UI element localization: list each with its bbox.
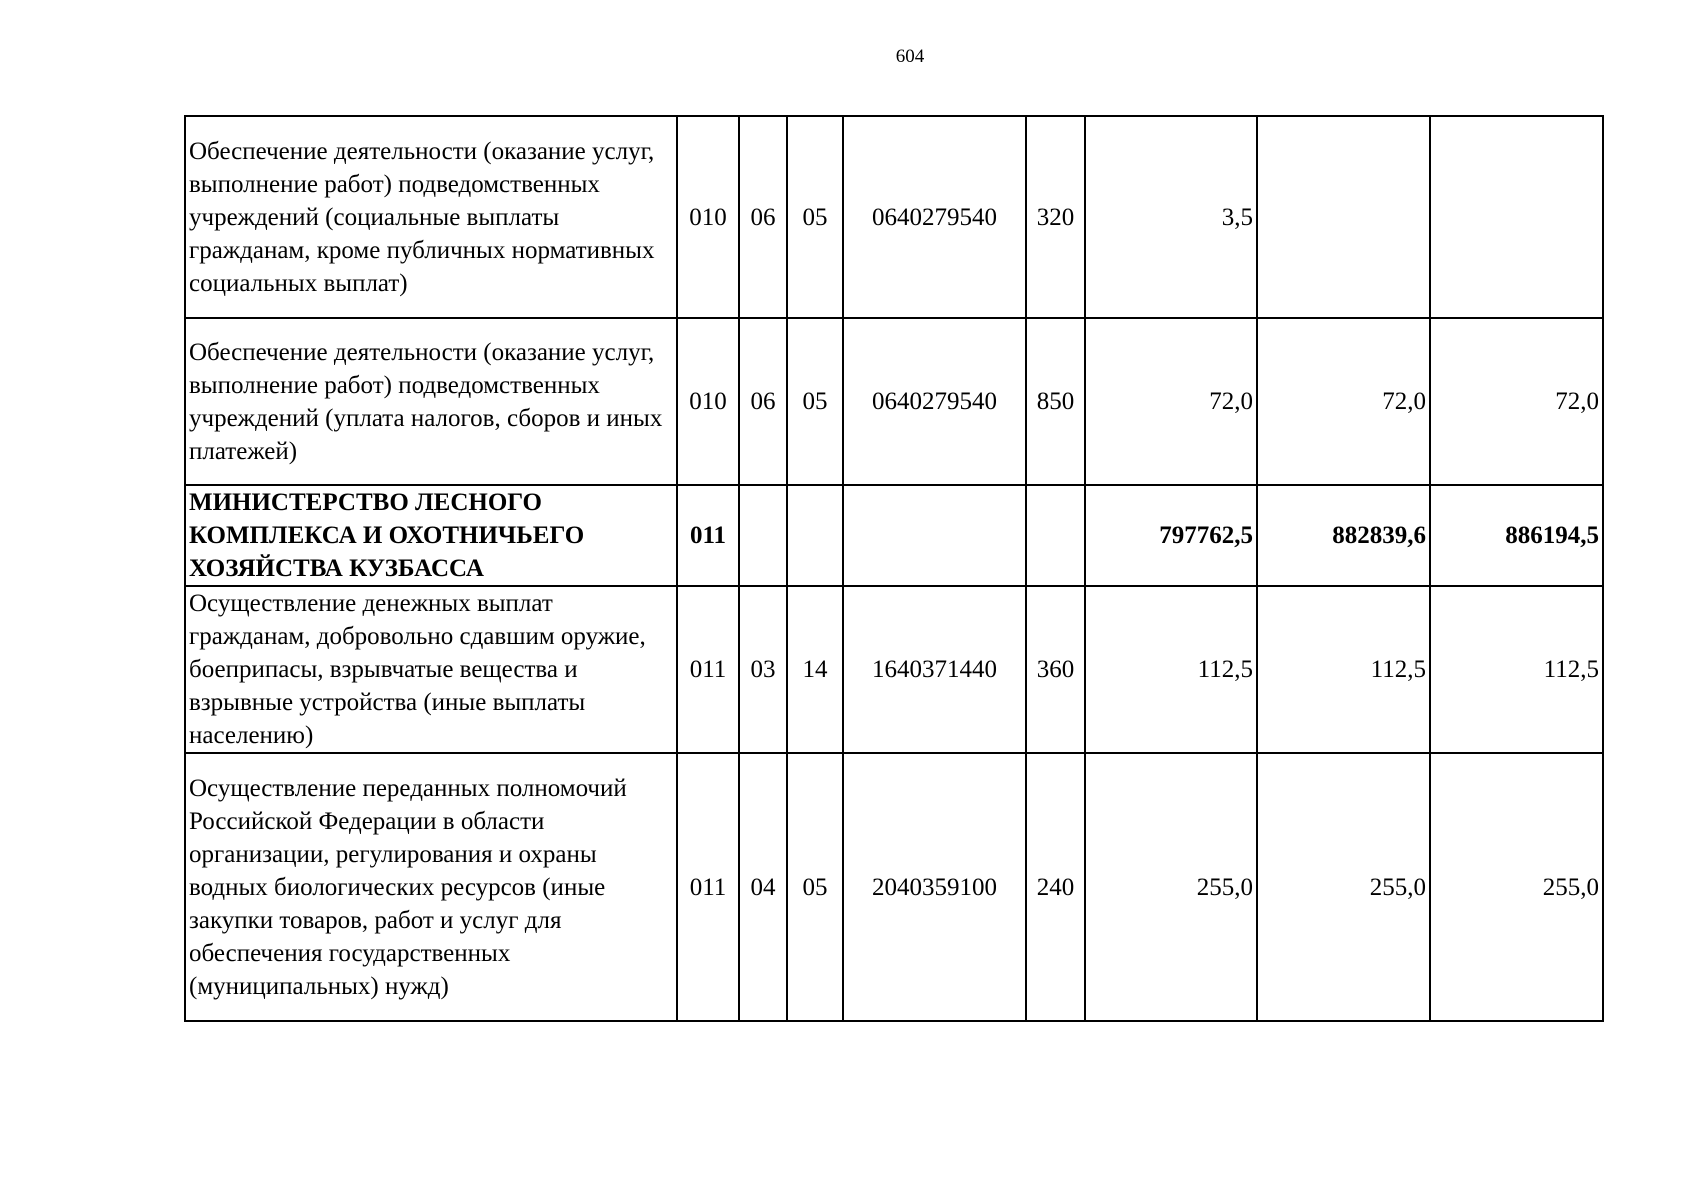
amount-year-3: 72,0 bbox=[1430, 318, 1603, 485]
table-row bbox=[185, 586, 1603, 753]
table-row bbox=[185, 116, 1603, 318]
table-row bbox=[185, 318, 1603, 485]
amount-year-1: 72,0 bbox=[1085, 318, 1257, 485]
section-code: 04 bbox=[739, 753, 787, 1021]
expense-type-code: 240 bbox=[1026, 753, 1085, 1021]
target-article-code bbox=[843, 485, 1026, 586]
ministry-code: 011 bbox=[677, 485, 739, 586]
expense-type-code: 850 bbox=[1026, 318, 1085, 485]
subsection-code: 05 bbox=[787, 753, 843, 1021]
ministry-code: 010 bbox=[677, 116, 739, 318]
subsection-code: 05 bbox=[787, 116, 843, 318]
row-description: МИНИСТЕРСТВО ЛЕСНОГО КОМПЛЕКСА И ОХОТНИЧЬЕГО ХОЗЯЙСТВА КУЗБАССА bbox=[185, 485, 677, 586]
amount-year-1: 112,5 bbox=[1085, 586, 1257, 753]
table-row bbox=[185, 485, 1603, 586]
amount-year-2: 255,0 bbox=[1257, 753, 1430, 1021]
amount-year-1: 255,0 bbox=[1085, 753, 1257, 1021]
section-code bbox=[739, 485, 787, 586]
amount-year-2: 882839,6 bbox=[1257, 485, 1430, 586]
row-description: Осуществление переданных полномочий Российской Федерации в области организации, регулирования и охраны водных биологических ресурсов (иные закупки товаров, работ и услуг для обеспечения государственных (муниципальных) нужд) bbox=[185, 753, 677, 1021]
page-number: 604 bbox=[895, 46, 925, 67]
row-description: Осуществление денежных выплат гражданам, добровольно сдавшим оружие, боеприпасы, взрывчатые вещества и взрывные устройства (иные выплаты населению) bbox=[185, 586, 677, 753]
table-row bbox=[185, 753, 1603, 1021]
section-code: 06 bbox=[739, 116, 787, 318]
expense-type-code: 360 bbox=[1026, 586, 1085, 753]
expense-type-code: 320 bbox=[1026, 116, 1085, 318]
section-code: 06 bbox=[739, 318, 787, 485]
target-article-code: 2040359100 bbox=[843, 753, 1026, 1021]
target-article-code: 0640279540 bbox=[843, 318, 1026, 485]
row-description: Обеспечение деятельности (оказание услуг, выполнение работ) подведомственных учреждений (уплата налогов, сборов и иных платежей) bbox=[185, 318, 677, 485]
target-article-code: 1640371440 bbox=[843, 586, 1026, 753]
subsection-code: 14 bbox=[787, 586, 843, 753]
expense-type-code bbox=[1026, 485, 1085, 586]
ministry-code: 011 bbox=[677, 753, 739, 1021]
amount-year-2: 72,0 bbox=[1257, 318, 1430, 485]
subsection-code: 05 bbox=[787, 318, 843, 485]
ministry-code: 010 bbox=[677, 318, 739, 485]
section-code: 03 bbox=[739, 586, 787, 753]
row-description: Обеспечение деятельности (оказание услуг, выполнение работ) подведомственных учреждений (социальные выплаты гражданам, кроме публичных нормативных социальных выплат) bbox=[185, 116, 677, 318]
amount-year-3: 886194,5 bbox=[1430, 485, 1603, 586]
amount-year-1: 797762,5 bbox=[1085, 485, 1257, 586]
target-article-code: 0640279540 bbox=[843, 116, 1026, 318]
amount-year-2 bbox=[1257, 116, 1430, 318]
amount-year-3 bbox=[1430, 116, 1603, 318]
amount-year-3: 112,5 bbox=[1430, 586, 1603, 753]
amount-year-2: 112,5 bbox=[1257, 586, 1430, 753]
budget-table bbox=[184, 115, 1604, 1022]
amount-year-1: 3,5 bbox=[1085, 116, 1257, 318]
subsection-code bbox=[787, 485, 843, 586]
ministry-code: 011 bbox=[677, 586, 739, 753]
amount-year-3: 255,0 bbox=[1430, 753, 1603, 1021]
